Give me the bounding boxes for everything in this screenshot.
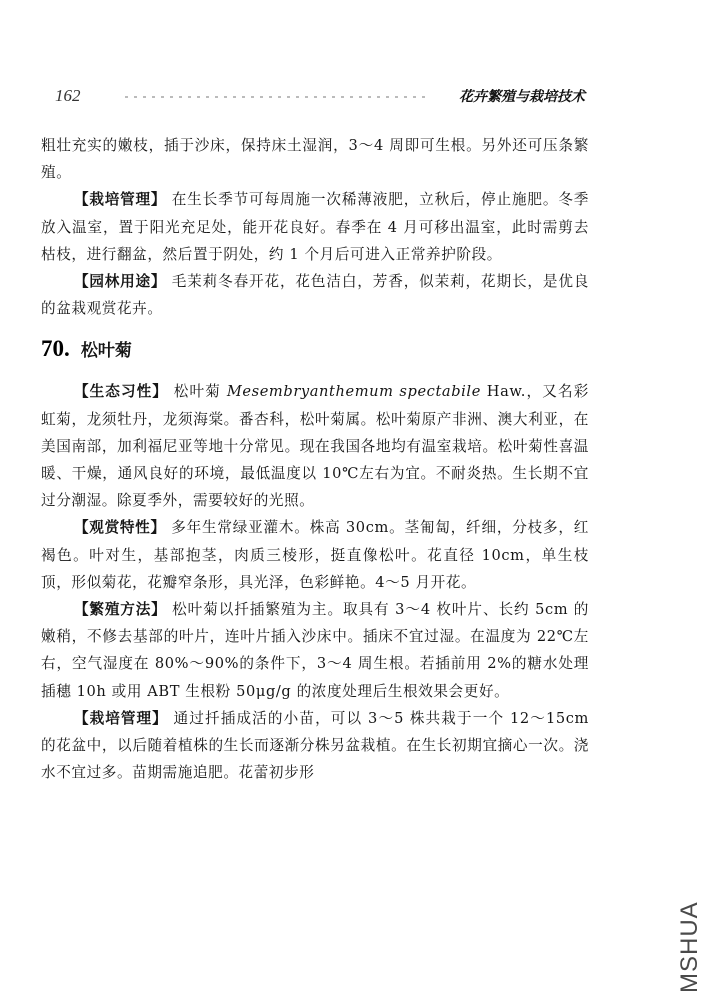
paragraph-propagation bbox=[41, 596, 589, 705]
continued-paragraph: 粗壮充实的嫩枝，插于沙床，保持床土湿润，3～4 周即可生根。另外还可压条繁殖。 bbox=[41, 137, 589, 182]
paragraph-tag: 【栽培管理】 bbox=[74, 709, 168, 727]
paragraph-tag: 【繁殖方法】 bbox=[74, 601, 167, 619]
section-number: 70. bbox=[41, 336, 70, 362]
paragraph-tag: 【生态习性】 bbox=[74, 383, 168, 401]
running-header bbox=[55, 86, 585, 108]
paragraph-tag: 【园林用途】 bbox=[74, 273, 167, 291]
paragraph-text: 通过扦插成活的小苗，可以 3～5 株共栽于一个 12～15cm 的花盆中，以后随着植株的生长而逐渐分株另盆栽植。在生长初期宜摘心一次。浇水不宜过多。苗期需施追肥。花蕾初步形 bbox=[41, 709, 589, 782]
paragraph-tag: 【观赏特性】 bbox=[74, 519, 166, 537]
page-body bbox=[41, 132, 589, 786]
section-title: 松叶菊 bbox=[80, 341, 132, 362]
paragraph-cultivation-prev bbox=[41, 186, 589, 268]
paragraph-text: 松叶菊以扦插繁殖为主。取具有 3～4 枚叶片、长约 5cm 的嫩稍，不修去基部的叶片，连叶片插入沙床中。插床不宜过湿。在温度为 22℃左右，空气湿度在 80%～90%的条件下，3～4 周生根。若插前用 2%的糖水处理插穗 10h 或用 ABT 生根粉 50μg/g 的浓度处理后生根效果会更好。 bbox=[41, 601, 589, 700]
paragraph-text: 松叶菊 bbox=[173, 383, 227, 401]
watermark: MSHUA bbox=[676, 901, 703, 993]
paragraph-tag: 【栽培管理】 bbox=[74, 191, 167, 209]
paragraph-landscape-use bbox=[41, 268, 589, 322]
paragraph-text: Haw.，又名彩虹菊，龙须牡丹，龙须海棠。番杏科，松叶菊属。松叶菊原产非洲、澳大利亚，在美国南部，加利福尼亚等地十分常见。现在我国各地均有温室栽培。松叶菊性喜温暖、干燥，通风良好的环境，最低温度以 10℃左右为宜。不耐炎热。生长期不宜过分潮湿。除夏季外，需要较好的光照。 bbox=[41, 383, 589, 510]
page-number: 162 bbox=[55, 86, 81, 105]
header-dotted-rule bbox=[125, 96, 425, 98]
paragraph-text: 多年生常绿亚灌木。株高 30cm。茎匍匐，纤细，分枝多，红褐色。叶对生，基部抱茎，肉质三棱形，挺直像松叶。花直径 10cm，单生枝顶，形似菊花，花瓣窄条形，具光泽，色彩鲜艳。4～5 月开花。 bbox=[41, 519, 589, 591]
paragraph-text: 在生长季节可每周施一次稀薄液肥，立秋后，停止施肥。冬季放入温室，置于阳光充足处，能开花良好。春季在 4 月可移出温室，此时需剪去枯枝，进行翻盆，然后置于阴处，约 1 个月后可进入正常养护阶段。 bbox=[41, 191, 589, 263]
book-title: 花卉繁殖与栽培技术 bbox=[459, 89, 585, 105]
latin-name: Mesembryanthemum spectabile bbox=[226, 383, 481, 401]
section-heading bbox=[41, 336, 589, 366]
paragraph-ornamental bbox=[41, 514, 589, 596]
paragraph-ecology bbox=[41, 378, 589, 514]
paragraph-cultivation bbox=[41, 705, 589, 787]
paragraph-text: 毛茉莉冬春开花，花色洁白，芳香，似茉莉，花期长，是优良的盆栽观赏花卉。 bbox=[41, 273, 589, 318]
